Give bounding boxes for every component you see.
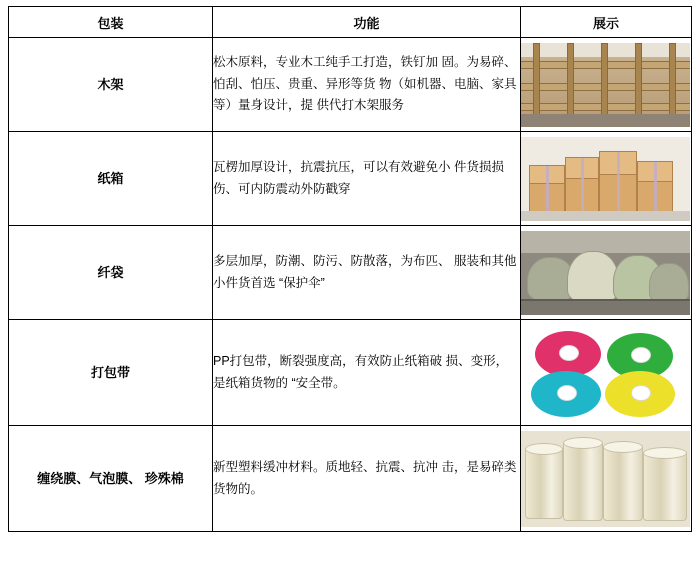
image-frame (521, 137, 690, 221)
wooden-crate-photo (521, 43, 690, 127)
table-row (9, 226, 692, 320)
stretch-film-photo (521, 431, 690, 527)
cell-package-name: 木架 (9, 38, 213, 132)
strapping-reel-photo (521, 325, 690, 421)
table-row (9, 426, 692, 532)
cell-function-text: 多层加厚，防潮、防污、防散落，为布匹、 服装和其他小件货首选 “保护伞” (213, 226, 521, 320)
cell-display-image (521, 132, 692, 226)
cell-display-image (521, 426, 692, 532)
column-header-display: 展示 (521, 7, 692, 38)
cell-package-name: 纸箱 (9, 132, 213, 226)
cell-display-image (521, 226, 692, 320)
cell-function-text: 松木原料，专业木工纯手工打造，铁钉加 固。为易碎、怕刮、怕压、贵重、异形等货 物（如机器、电脑、家具等）量身设计，提 供代打木架服务 (213, 38, 521, 132)
image-frame (521, 43, 690, 127)
image-frame (521, 431, 690, 527)
cell-package-name: 纤袋 (9, 226, 213, 320)
table-header-row (9, 7, 692, 38)
table-row (9, 320, 692, 426)
cell-function-text: 新型塑料缓冲材料。质地轻、抗震、抗冲 击，是易碎类货物的。 (213, 426, 521, 532)
image-frame (521, 325, 690, 421)
cell-function-text: PP打包带，断裂强度高，有效防止纸箱破 损、变形，是纸箱货物的 “安全带。 (213, 320, 521, 426)
table-row (9, 132, 692, 226)
packaging-table (8, 6, 692, 532)
cell-display-image (521, 320, 692, 426)
carton-box-photo (521, 137, 690, 221)
cell-package-name: 缠绕膜、气泡膜、 珍殊棉 (9, 426, 213, 532)
woven-bag-photo (521, 231, 690, 315)
image-frame (521, 231, 690, 315)
cell-package-name: 打包带 (9, 320, 213, 426)
cell-function-text: 瓦楞加厚设计，抗震抗压，可以有效避免小 件货损损伤、可内防震动外防戳穿 (213, 132, 521, 226)
table-row (9, 38, 692, 132)
column-header-function: 功能 (213, 7, 521, 38)
column-header-package: 包装 (9, 7, 213, 38)
cell-display-image (521, 38, 692, 132)
